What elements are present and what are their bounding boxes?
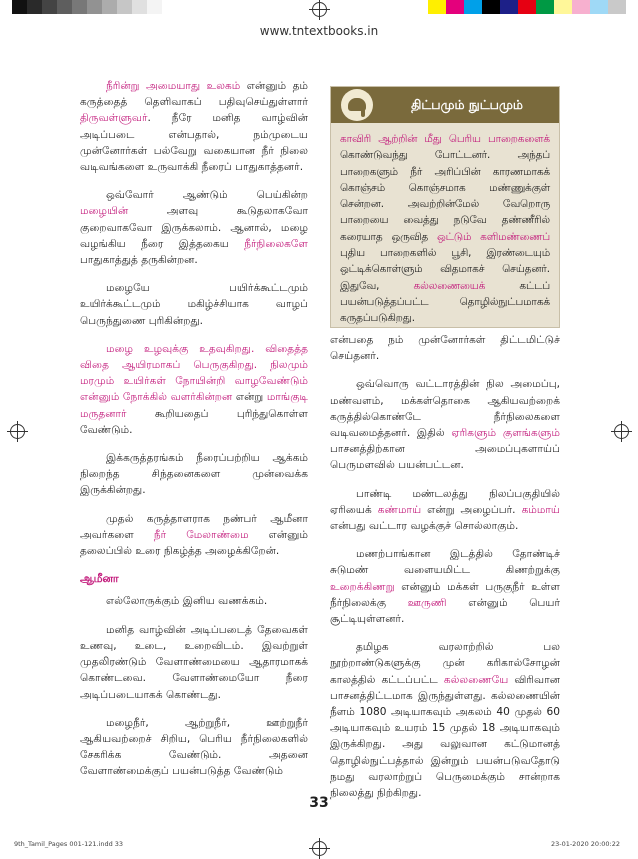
text: கூறியதைப் புரிந்துகொள்ள வேண்டும். <box>80 407 308 436</box>
text: என்னும் தம் கருத்தைத் தெளிவாகப் பதிவுசெய்துள்ளார் <box>80 80 308 109</box>
paragraph <box>330 546 560 627</box>
text: பாதுகாத்துத் தருகின்றன. <box>80 254 198 267</box>
registration-mark-right <box>614 424 629 439</box>
website-url: www.tntextbooks.in <box>259 24 379 38</box>
highlight-text: திருவள்ளுவர் <box>80 112 148 125</box>
text: என்று <box>232 391 267 404</box>
footer-timestamp: 23-01-2020 20:00:22 <box>550 840 620 848</box>
footer-filename: 9th_Tamil_Pages 001-121.indd 33 <box>14 840 124 848</box>
text: பாசனத்திற்கான அமைப்புகளாய்ப் பெருமளவில் பயன்பட்டன. <box>330 443 560 472</box>
highlight-text: காவிரி ஆற்றின் மீது பெரிய பாறைகளைக் <box>340 133 550 145</box>
highlight-text: ஊருணி <box>407 596 447 609</box>
text: அளவு கூடுதலாகவோ குறைவாகவோ இருக்கலாம். ஆனால், மழை வழங்கிய நீரை இத்தகைய <box>80 205 308 250</box>
text: முதல் கருத்தாளராக நண்பர் ஆமீனா அவர்களை <box>80 512 308 541</box>
registration-mark-bottom <box>312 841 327 856</box>
highlight-text: கல்லணையே <box>443 673 509 686</box>
highlight-text: கல்லணையைக் <box>413 279 486 292</box>
highlight-text: கண்மாய் <box>377 503 422 516</box>
speaker-name: ஆமீனா <box>80 572 119 586</box>
text: என்னும் மக்கள் பருகுநீர் உள்ள நீர்நிலைக்கு <box>330 580 560 609</box>
highlight-text: உறைக்கிணறு <box>330 580 395 593</box>
paragraph <box>330 486 560 535</box>
text: பாண்டி மண்டலத்து நிலப்பகுதியில் ஏரியைக் <box>330 487 560 516</box>
left-column <box>80 78 308 792</box>
print-grayscale-bar <box>12 0 162 14</box>
highlight-text: நீரின்று அமையாது உலகம் <box>106 80 241 92</box>
highlight-text: ஏரிகளும் குளங்களும் <box>451 427 560 440</box>
text: கட்டப் பயன்படுத்தப்பட்ட தொழில்நுட்பமாகக் கருதப்படுகிறது. <box>340 279 550 325</box>
paragraph <box>80 187 308 268</box>
text: புதிய பாறைகளில் பூசி, இரண்டையும் ஒட்டிக்கொள்ளும் விதமாகச் செய்தனர். இதுவே, <box>340 247 550 292</box>
highlight-text: மாங்குடி மருதனார் <box>80 391 308 420</box>
text: என்பது வட்டார வழக்குச் சொல்லாகும். <box>330 520 519 533</box>
highlight-text: நீர் மேலாண்மை <box>153 528 249 541</box>
highlight-text: ஒட்டும் களிமண்ணைப் <box>436 230 550 243</box>
highlight-text: நீர்நிலைகளே <box>244 237 308 250</box>
text: ஒவ்வொரு வட்டாரத்தின் நில அமைப்பு, மண்வளம், மக்கள்தொகை ஆகியவற்றைக் கருத்தில்கொண்டே நீர்நிலைகளை வடிவமைத்தனர். இதில் <box>330 378 560 440</box>
info-box-header <box>331 87 559 123</box>
highlight-text: கம்மாய் <box>521 503 561 516</box>
registration-mark-top <box>312 2 327 17</box>
registration-mark-left <box>10 424 25 439</box>
elephant-icon <box>341 89 373 121</box>
text: ஒவ்வோர் ஆண்டும் பெய்கின்ற <box>106 189 308 202</box>
text: . நீரே மனித வாழ்வின் அடிப்படை என்பதால், நம்முடைய முன்னோர்கள் பல்வேறு வகையான நீர் நிலை வடிவங்களை உருவாக்கி நீரைப் பாதுகாத்தனர். <box>80 112 308 174</box>
info-box-title: திட்பமும் நுட்பமும் <box>411 97 523 112</box>
quote-text: மழை உழவுக்கு உதவுகிறது. விதைத்த விதை ஆயிரமாகப் பெருகுகிறது. நிலமும் மரமும் உயிர்கள் நோயின்றி வாழவேண்டும் என்னும் நோக்கில் வளர்கின்றன <box>80 342 308 404</box>
text: கொண்டுவந்து போட்டனர். அந்தப் பாறைகளும் நீர் அரிப்பின் காரணமாகக் கொஞ்சம் கொஞ்சமாக மண்ணுக்குள் சென்றன. அவற்றின்மேல் வேறொரு பாறையை வைத்து நடுவே தண்ணீரில் கரையாத ஒருவித <box>340 149 550 243</box>
text: என்னும் பெயர் சூட்டியுள்ளனர். <box>330 596 560 626</box>
paragraph <box>80 511 308 560</box>
paragraph: மனித வாழ்வின் அடிப்படைத் தேவைகள் உணவு, உடை, உறைவிடம். இவற்றுள் முதலிரண்டும் வேளாண்மையை ஆதாரமாகக் கொண்டவை. வேளாண்மையோ நீரை அடிப்படையாகக் கொண்டது. <box>80 623 308 701</box>
text: தமிழக வரலாற்றில் பல நூற்றாண்டுகளுக்கு முன் கரிகால்சோழன் காலத்தில் கட்டப்பட்ட <box>330 641 560 686</box>
text: என்று அழைப்பர். <box>421 503 522 516</box>
paragraph: மழைநீர், ஆற்றுநீர், ஊற்றுநீர் ஆகியவற்றைச் சிறிய, பெரிய நீர்நிலைகளில் சேகரிக்க வேண்டும். அதனை வேளாண்மைக்குப் பயன்படுத்த வேண்டும் <box>80 716 308 778</box>
paragraph <box>80 341 308 438</box>
right-column <box>330 332 560 813</box>
paragraph <box>330 376 560 473</box>
highlight-text: மழையின் <box>80 205 129 218</box>
paragraph: இக்கருத்தரங்கம் நீரைப்பற்றிய ஆக்கம் நிறைந்த சிந்தனைகளை முன்வைக்க இருக்கின்றது. <box>80 452 308 497</box>
paragraph: மழையே பயிர்க்கூட்டமும் உயிர்க்கூட்டமும் மகிழ்ச்சியாக வாழப் பெருந்துணை புரிகின்றது. <box>80 282 308 327</box>
paragraph <box>330 639 560 801</box>
paragraph: எல்லோருக்கும் இனிய வணக்கம். <box>106 595 268 608</box>
text: விரிவான பாசனத்திட்டமாக இருந்துள்ளது. கல்லணையின் நீளம் 1080 அடியாகவும் அகலம் 40 முதல் 60 அடியாகவும் உயரம் 15 முதல் 18 அடியாகவும் இருக்கிறது. அது வலுவான கட்டுமானத் தொழில்நுட்பத்தால் இன்றும் பயன்படுவதோடு நமது வரலாற்றுப் பெருமைக்கும் சான்றாக நிலைத்து நிற்கிறது. <box>330 673 560 800</box>
page-number: 33 <box>309 795 329 811</box>
text: என்னும் தலைப்பில் உரை நிகழ்த்த அழைக்கிறேன். <box>80 528 308 558</box>
info-box <box>330 86 560 328</box>
print-color-bar <box>428 0 626 14</box>
info-box-body <box>331 123 559 335</box>
text: மணற்பாங்கான இடத்தில் தோண்டிச் சுடுமண் வளையமிட்ட கிணற்றுக்கு <box>330 548 560 577</box>
paragraph <box>80 78 308 175</box>
paragraph: என்பதை நம் முன்னோர்கள் திட்டமிட்டுச் செய்தனர். <box>330 334 560 363</box>
